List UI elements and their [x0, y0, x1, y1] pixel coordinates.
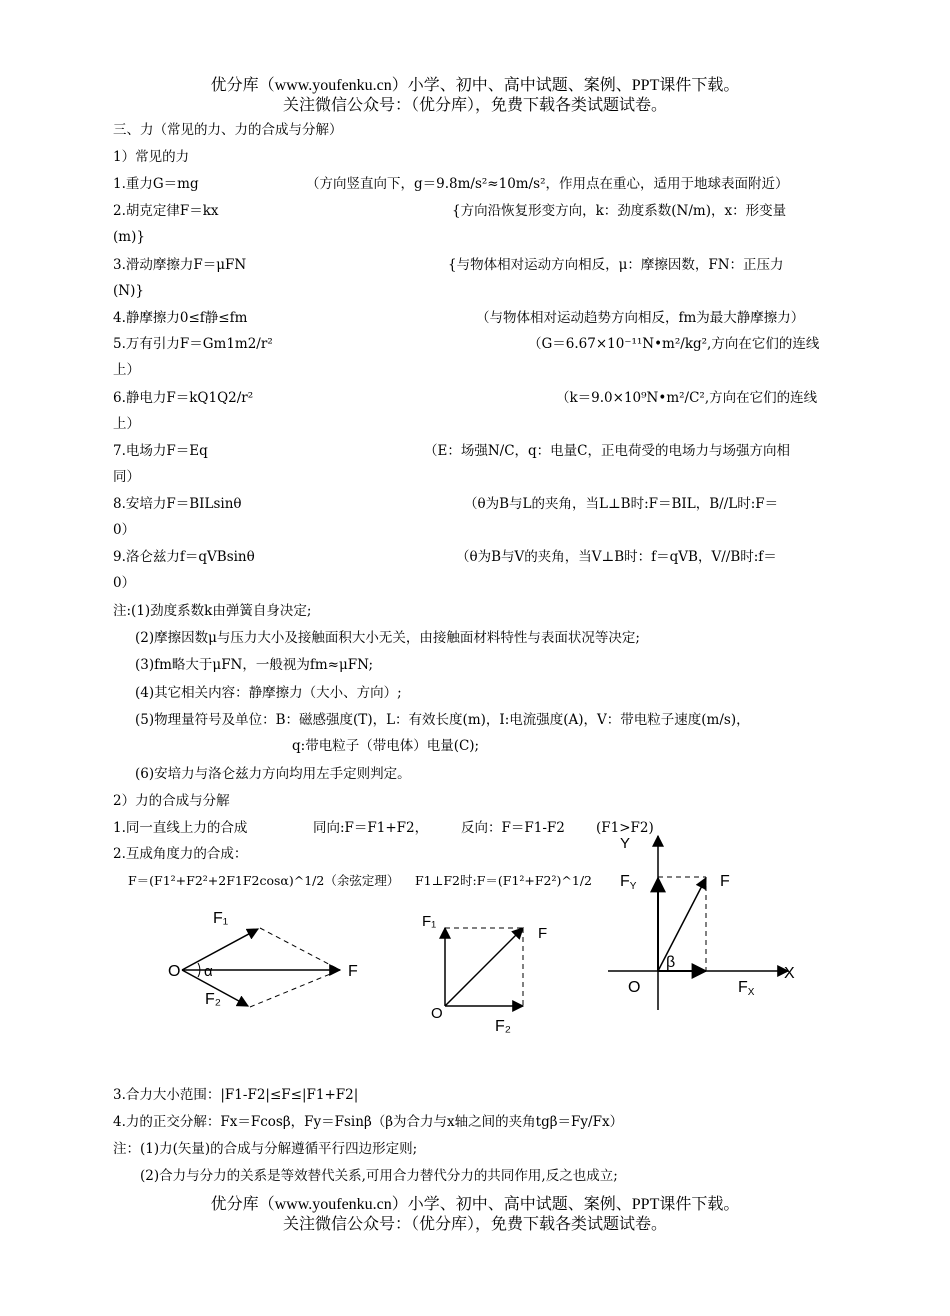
- item-5-left: 5.万有引力F＝Gm1m2/r²: [113, 336, 273, 352]
- header-line-2: 关注微信公众号：（优分库），免费下载各类试题试卷。: [282, 97, 667, 114]
- label-fx: [738, 979, 755, 998]
- note-3: (3)fm略大于μFN，一般视为fm≈μFN;: [135, 657, 374, 673]
- label-f1-2: F₁: [422, 913, 437, 930]
- footer-line-1: 优分库（www.youfenku.cn）小学、初中、高中试题、案例、PPT课件下载。: [210, 1196, 740, 1213]
- subsection-title-composition: 2）力的合成与分解: [113, 793, 230, 809]
- perpendicular-diagram: [415, 900, 565, 1035]
- dashed-edge-top: [260, 928, 340, 970]
- label-o-2: O: [431, 1005, 443, 1022]
- parallelogram-diagram: [160, 895, 380, 1020]
- header-line-1: 优分库（www.youfenku.cn）小学、初中、高中试题、案例、PPT课件下载。: [210, 77, 740, 94]
- item-7-right: （E：场强N/C，q：电量C，正电荷受的电场力与场强方向相: [424, 443, 791, 459]
- label-beta: β: [666, 954, 676, 971]
- line-1-a: 1.同一直线上力的合成: [113, 820, 248, 836]
- note-5b: q:带电粒子（带电体）电量(C);: [292, 738, 480, 754]
- line-3-a: F＝(F1²+F2²+2F1F2cosα)^1/2（余弦定理）: [128, 873, 400, 888]
- label-f2: F₂: [205, 991, 221, 1008]
- item-6-right: （k＝9.0×10⁹N•m²/C²,方向在它们的连线: [556, 390, 818, 406]
- label-fy-sub: Y: [629, 881, 637, 892]
- label-fx-main: F: [738, 979, 748, 996]
- item-7-cont: 同）: [113, 469, 140, 485]
- item-8-left: 8.安培力F＝BILsinθ: [113, 496, 242, 512]
- item-7-left: 7.电场力F＝Eq: [113, 443, 208, 459]
- item-5-cont: 上）: [113, 362, 140, 378]
- label-fy-main: F: [620, 873, 630, 890]
- item-4-right: （与物体相对运动趋势方向相反，fm为最大静摩擦力）: [476, 310, 805, 326]
- item-6-cont: 上）: [113, 416, 140, 432]
- item-9-right: （θ为B与V的夹角，当V⊥B时：f＝qVB，V//B时:f＝: [456, 549, 777, 565]
- label-f1: F₁: [213, 910, 229, 927]
- label-x-axis: X: [784, 965, 795, 982]
- label-f-2: F: [538, 925, 548, 942]
- note2-1: 注：(1)力(矢量)的合成与分解遵循平行四边形定则;: [113, 1141, 418, 1157]
- footer-line-2: 关注微信公众号：（优分库），免费下载各类试题试卷。: [282, 1216, 667, 1233]
- note-2: (2)摩擦因数μ与压力大小及接触面积大小无关，由接触面材料特性与表面状况等决定;: [135, 630, 640, 646]
- section-title: 三、力（常见的力、力的合成与分解）: [113, 122, 343, 138]
- label-y-axis: Y: [620, 835, 631, 852]
- line-3-b: F1⊥F2时:F＝(F1²+F2²)^1/2: [415, 873, 592, 888]
- subsection-title-common-forces: 1）常见的力: [113, 149, 190, 165]
- line-1-c: 反向：F＝F1-F2: [461, 820, 565, 836]
- note2-2: (2)合力与分力的关系是等效替代关系,可用合力替代分力的共同作用,反之也成立;: [140, 1168, 618, 1184]
- note-1: 注:(1)劲度系数k由弹簧自身决定;: [113, 603, 312, 619]
- item-3-left: 3.滑动摩擦力F＝μFN: [113, 257, 247, 273]
- note-5: (5)物理量符号及单位：B：磁感强度(T)，L：有效长度(m)，I:电流强度(A)，V：带电粒子速度(m/s)，: [135, 712, 750, 728]
- label-fy: [620, 873, 637, 892]
- line-5: 4.力的正交分解：Fx＝Fcosβ，Fy＝Fsinβ（β为合力与x轴之间的夹角tgβ＝Fy/Fx）: [113, 1114, 624, 1130]
- label-fx-sub: X: [747, 987, 755, 998]
- item-9-cont: 0）: [113, 575, 136, 591]
- item-2-cont: (m)}: [113, 229, 145, 245]
- item-3-cont: (N)}: [113, 283, 144, 299]
- orthogonal-decomposition-diagram: [600, 828, 810, 1018]
- line-1-d: (F1>F2): [596, 820, 654, 836]
- resultant-f-arrow-2: [445, 928, 523, 1006]
- label-o: O: [168, 963, 181, 980]
- item-8-cont: 0）: [113, 522, 136, 538]
- item-2-right: {方向沿恢复形变方向，k：劲度系数(N/m)，x：形变量: [452, 203, 787, 219]
- vector-f1-arrow: [182, 929, 258, 970]
- dashed-edge-bottom: [250, 970, 340, 1007]
- item-8-right: （θ为B与L的夹角，当L⊥B时:F＝BIL，B//L时:F＝: [464, 496, 779, 512]
- line-2: 2.互成角度力的合成：: [113, 846, 248, 862]
- item-2-left: 2.胡克定律F＝kx: [113, 203, 219, 219]
- label-f: F: [348, 963, 358, 980]
- item-6-left: 6.静电力F＝kQ1Q2/r²: [113, 390, 254, 406]
- item-1-right: （方向竖直向下，g＝9.8m/s²≈10m/s²，作用点在重心，适用于地球表面附近）: [306, 176, 789, 192]
- item-5-right: （G＝6.67×10⁻¹¹N•m²/kg²,方向在它们的连线: [528, 336, 820, 352]
- label-alpha: α: [204, 963, 213, 980]
- label-o-3: O: [628, 979, 641, 996]
- note-4: (4)其它相关内容：静摩擦力（大小、方向）;: [135, 685, 402, 701]
- label-f-3: F: [720, 873, 730, 890]
- item-3-right: {与物体相对运动方向相反，μ：摩擦因数，FN：正压力: [448, 257, 784, 273]
- item-9-left: 9.洛仑兹力f＝qVBsinθ: [113, 549, 255, 565]
- item-4-left: 4.静摩擦力0≤f静≤fm: [113, 310, 248, 326]
- line-4: 3.合力大小范围：|F1-F2|≤F≤|F1+F2|: [113, 1087, 359, 1103]
- item-1-left: 1.重力G＝mg: [113, 176, 199, 192]
- label-f2-2: F₂: [495, 1018, 511, 1035]
- line-1-b: 同向:F＝F1+F2，: [313, 820, 429, 836]
- note-6: (6)安培力与洛仑兹力方向均用左手定则判定。: [135, 766, 411, 782]
